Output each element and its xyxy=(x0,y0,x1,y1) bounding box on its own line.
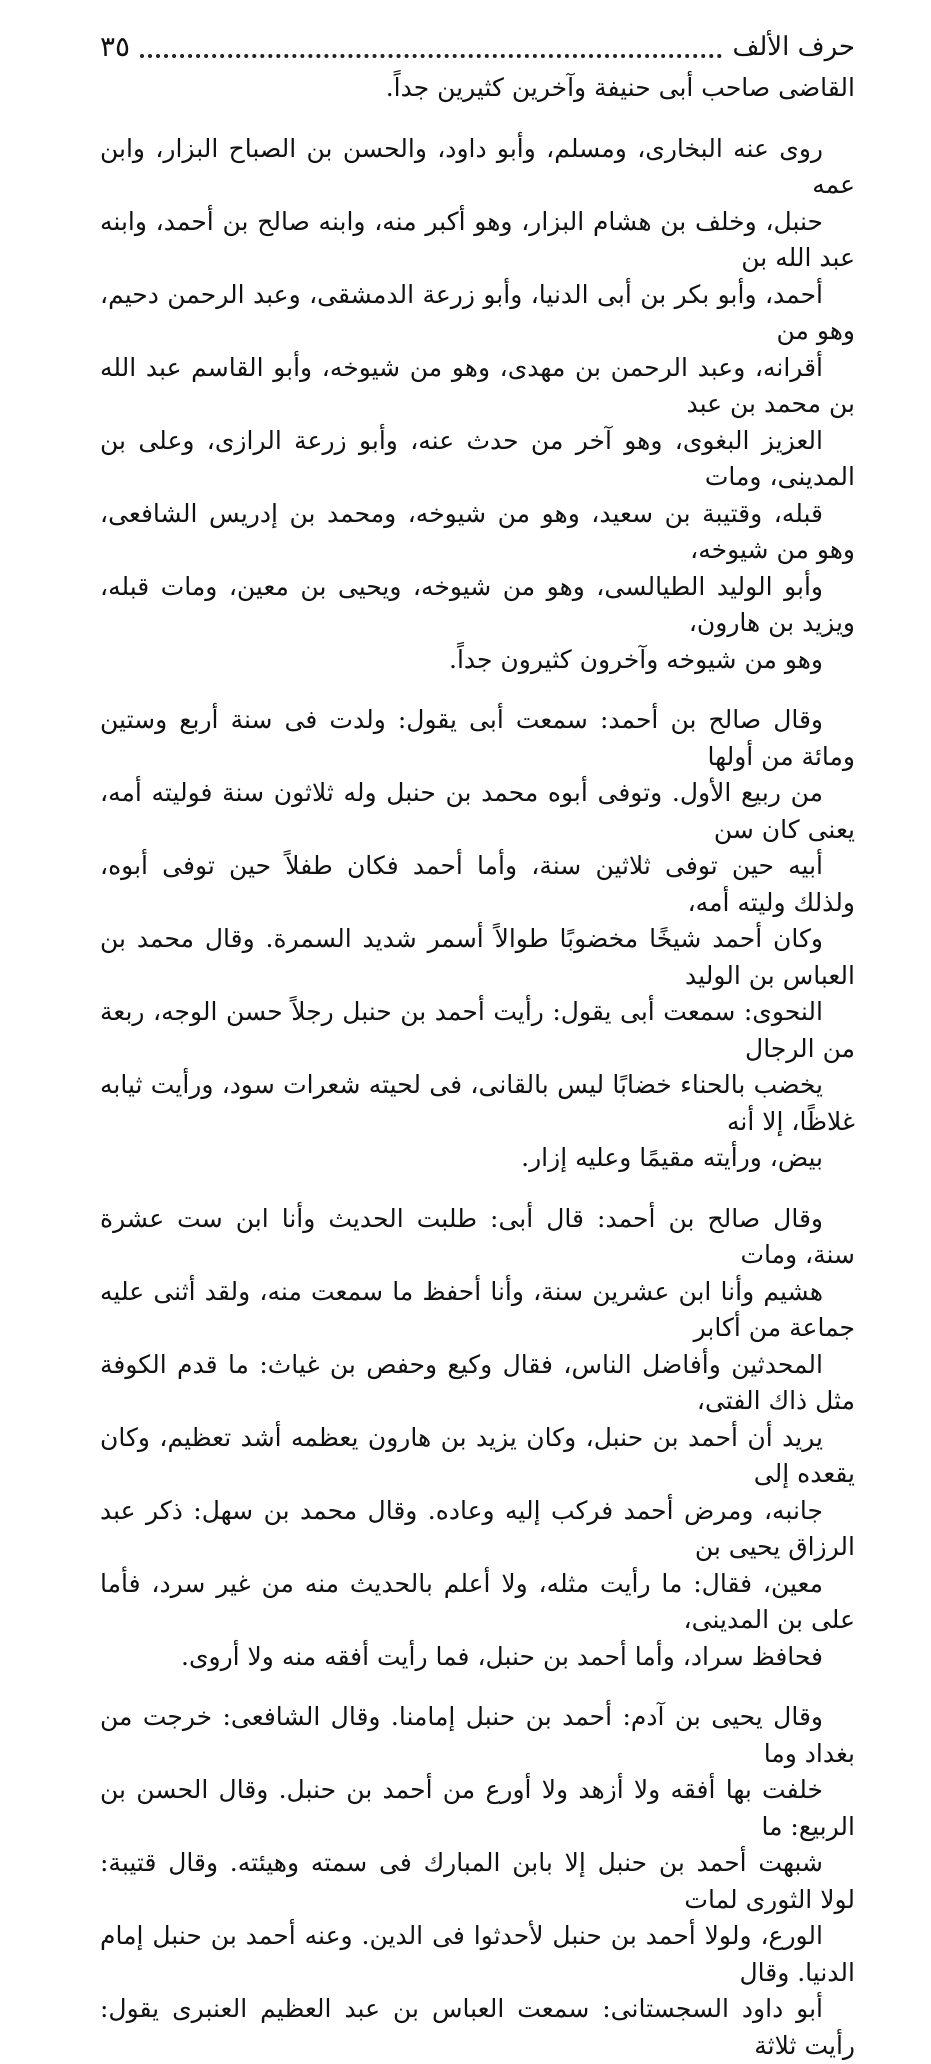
text-line: خلفت بها أفقه ولا أزهد ولا أورع من أحمد بن حنبل. وقال الحسن بن الربيع: ما xyxy=(100,1775,855,1841)
paragraph xyxy=(100,702,855,1177)
text-line: النحوى: سمعت أبى يقول: رأيت أحمد بن حنبل رجلاً حسن الوجه، ربعة من الرجال xyxy=(100,997,855,1063)
text-line: يخضب بالحناء خضابًا ليس بالقانى، فى لحيته شعرات سود، ورأيت ثيابه غلاظًا، إلا أنه xyxy=(100,1070,855,1136)
text-line: هشيم وأنا ابن عشرين سنة، وأنا أحفظ ما سمعت منه، ولقد أثنى عليه جماعة من أكابر xyxy=(100,1276,855,1342)
dotted-leader xyxy=(140,44,722,58)
text-line: معين، فقال: ما رأيت مثله، ولا أعلم بالحديث منه من غير سرد، فأما على بن المدينى، xyxy=(100,1568,855,1634)
text-line: قبله، وقتيبة بن سعيد، وهو من شيوخه، ومحمد بن إدريس الشافعى، وهو من شيوخه، xyxy=(100,498,855,564)
text-line: أبو داود السجستانى: سمعت العباس بن عبد العظيم العنبرى يقول: رأيت ثلاثة xyxy=(100,1994,855,2060)
page-number: ٣٥ xyxy=(100,30,131,63)
paragraph xyxy=(100,131,855,679)
text-line: جانبه، ومرض أحمد فركب إليه وعاده. وقال محمد بن سهل: ذكر عبد الرزاق يحيى بن xyxy=(100,1495,855,1561)
text-line: العزيز البغوى، وهو آخر من حدث عنه، وأبو زرعة الرازى، وعلى بن المدينى، ومات xyxy=(100,425,855,491)
text-line: أحمد، وأبو بكر بن أبى الدنيا، وأبو زرعة الدمشقى، وعبد الرحمن دحيم، وهو من xyxy=(100,279,855,345)
text-line: أبيه حين توفى ثلاثين سنة، وأما أحمد فكان طفلاً حين توفى أبوه، ولذلك وليته أمه، xyxy=(100,851,855,917)
page-header xyxy=(100,26,855,68)
paragraph xyxy=(100,70,855,107)
text-line: وهو من شيوخه وآخرون كثيرون جداً. xyxy=(449,644,823,674)
text-line: وأبو الوليد الطيالسى، وهو من شيوخه، ويحيى بن معين، ومات قبله، ويزيد بن هارون، xyxy=(100,571,855,637)
text-line: شبهت أحمد بن حنبل إلا بابن المبارك فى سمته وهيئته. وقال قتيبة: لولا الثورى لمات xyxy=(100,1848,855,1914)
text-line: أقرانه، وعبد الرحمن بن مهدى، وهو من شيوخه، وأبو القاسم عبد الله بن محمد بن عبد xyxy=(100,352,855,418)
text-line: حنبل، وخلف بن هشام البزار، وهو أكبر منه، وابنه صالح بن أحمد، وابنه عبد الله بن xyxy=(100,206,855,272)
text-line: وقال صالح بن أحمد: سمعت أبى يقول: ولدت فى سنة أربع وستين ومائة من أولها xyxy=(100,705,855,771)
text-line: فحافظ سراد، وأما أحمد بن حنبل، فما رأيت أفقه منه ولا أروى. xyxy=(181,1641,823,1671)
running-title: حرف الألف xyxy=(732,32,855,62)
text-line: روى عنه البخارى، ومسلم، وأبو داود، والحسن بن الصباح البزار، وابن عمه xyxy=(100,133,855,199)
text-line: يريد أن أحمد بن حنبل، وكان يزيد بن هارون يعظمه أشد تعظيم، وكان يقعده إلى xyxy=(100,1422,855,1488)
text-line: وقال يحيى بن آدم: أحمد بن حنبل إمامنا. وقال الشافعى: خرجت من بغداد وما xyxy=(100,1702,855,1768)
text-line: المحدثين وأفاضل الناس، فقال وكيع وحفص بن غياث: ما قدم الكوفة مثل ذاك الفتى، xyxy=(100,1349,855,1415)
text-line: بيض، ورأيته مقيمًا وعليه إزار. xyxy=(521,1143,823,1172)
text-line: وقال صالح بن أحمد: قال أبى: طلبت الحديث وأنا ابن ست عشرة سنة، ومات xyxy=(100,1203,855,1269)
paragraph xyxy=(100,1699,855,2064)
text-line: من ربيع الأول. وتوفى أبوه محمد بن حنبل وله ثلاثون سنة فوليته أمه، يعنى كان سن xyxy=(100,778,855,844)
text-line: القاضى صاحب أبى حنيفة وآخرين كثيرين جداً. xyxy=(385,73,855,102)
text-line: وكان أحمد شيخًا مخضوبًا طوالاً أسمر شديد السمرة. وقال محمد بن العباس بن الوليد xyxy=(100,924,855,990)
text-line: الورع، ولولا أحمد بن حنبل لأحدثوا فى الدين. وعنه أحمد بن حنبل إمام الدنيا. وقال xyxy=(100,1921,855,1987)
body-text xyxy=(100,70,855,2064)
paragraph xyxy=(100,1201,855,1676)
